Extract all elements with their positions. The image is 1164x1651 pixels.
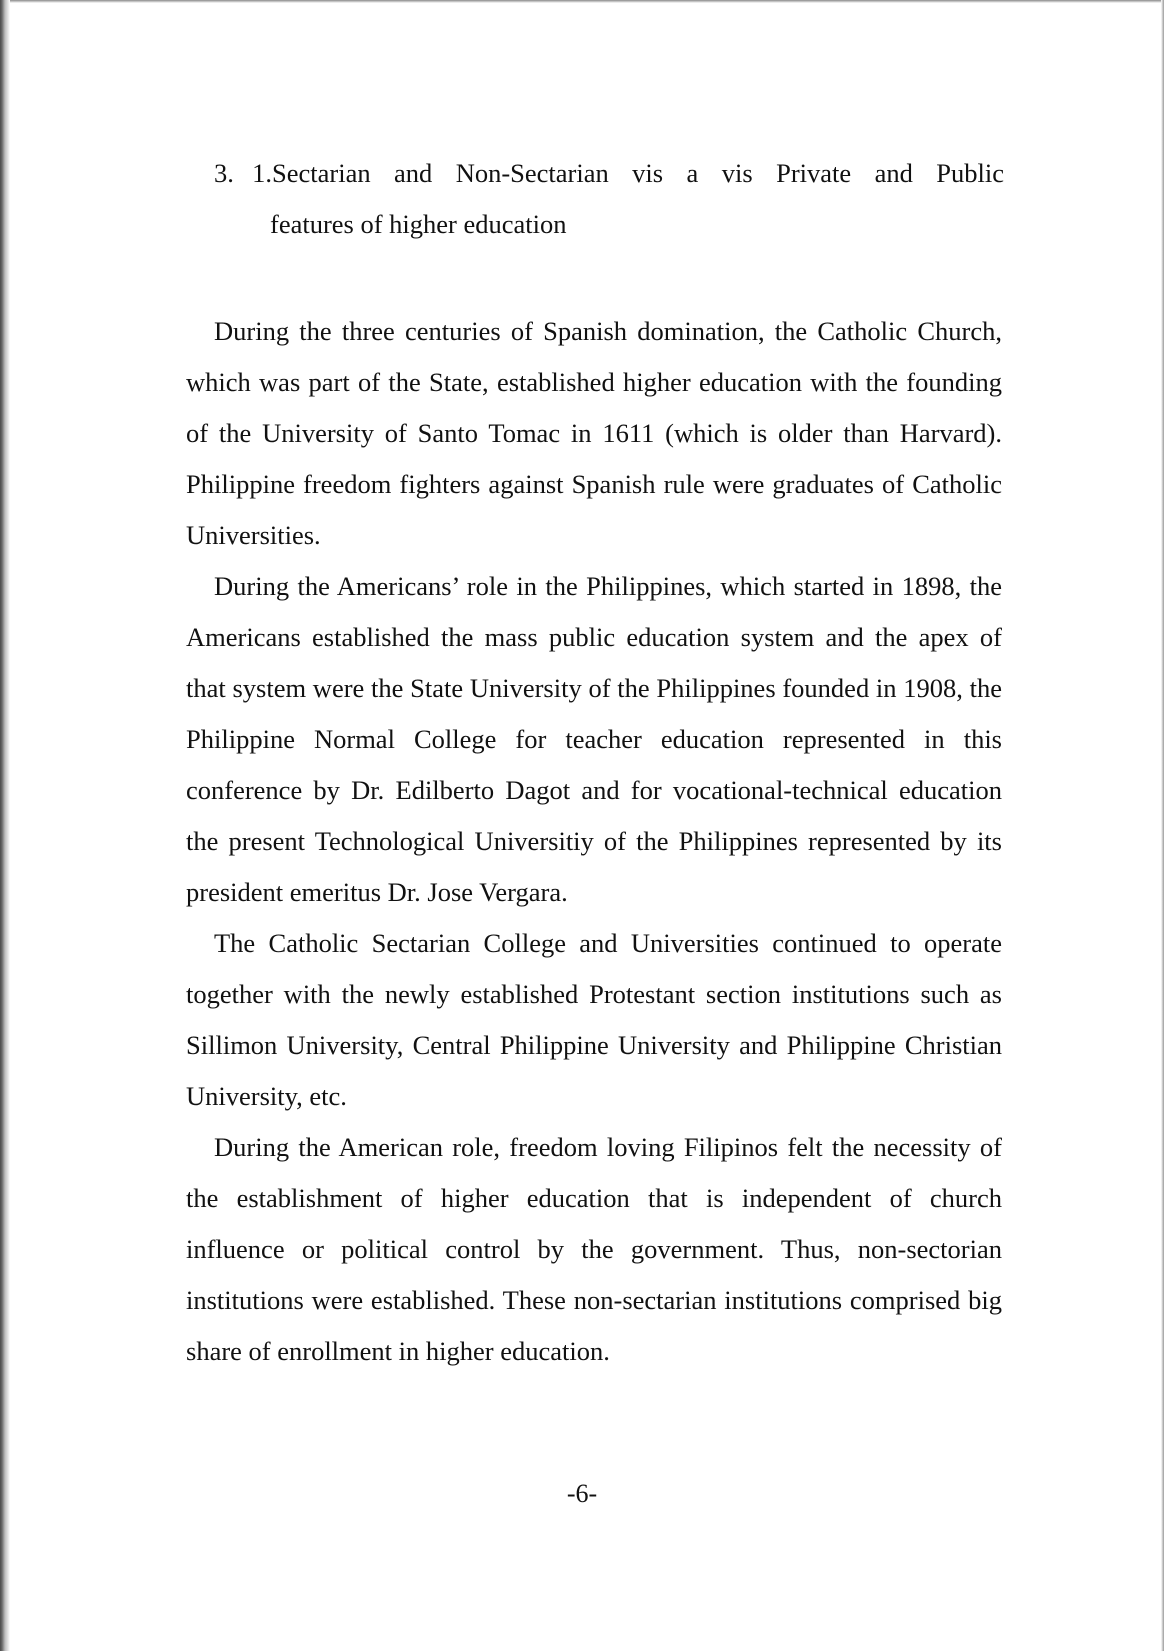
section-number: 3. 1. [214,158,272,188]
section-title-line-1: Sectarian and Non-Sectarian vis a vis Private and Public [272,158,1004,188]
section-heading [214,148,1004,250]
section-heading-line-1 [214,148,1004,199]
page-number: -6- [566,1479,598,1508]
section-title-line-2: features of higher education [270,209,567,239]
paragraph-non-sectarian: During the American role, freedom loving Filipinos felt the necessity of the establishment of higher education that is independent of church influence or political control by the government. Thus, non-sectorian institutions were established. These non-sectarian institutions comprised big share of enrollment in higher education. [186,1132,1002,1366]
paragraph-american-era: During the Americans’ role in the Philippines, which started in 1898, the Americans established the mass public education system and the apex of that system were the State University of the Philippines founded in 1908, the Philippine Normal College for teacher education represented in this conference by Dr. Edilberto Dagot and for vocational-technical education the present Technological Universitiy of the Philippines represented by its president emeritus Dr. Jose Vergara. [186,571,1002,907]
page-left-edge [0,0,10,1651]
body-text [186,306,1002,1377]
paragraph-sectarian-colleges: The Catholic Sectarian College and Universities continued to operate together with the newly established Protestant section institutions such as Sillimon University, Central Philippine University and Philippine Christian University, etc. [186,928,1002,1111]
paragraph-spanish-era: During the three centuries of Spanish domination, the Catholic Church, which was part of the State, established higher education with the founding of the University of Santo Tomac in 1611 (which is older than Harvard). Philippine freedom fighters against Spanish rule were graduates of Catholic Universities. [186,316,1002,550]
page-top-edge [0,0,1164,3]
